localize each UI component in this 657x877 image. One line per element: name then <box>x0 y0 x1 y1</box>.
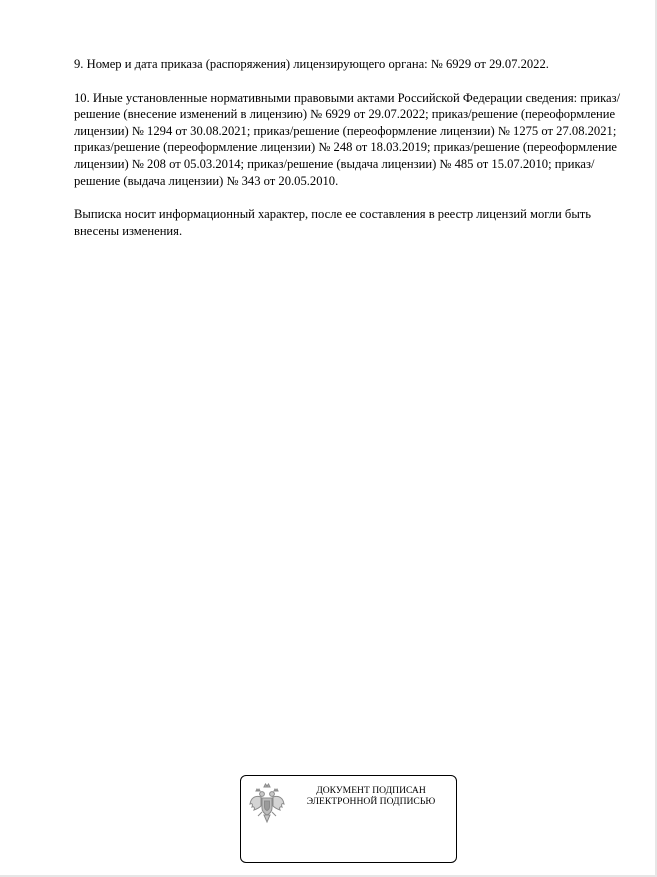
stamp-caption <box>291 785 451 807</box>
document-body <box>74 56 626 256</box>
coat-of-arms-icon <box>249 782 285 826</box>
stamp-line-2: ЭЛЕКТРОННОЙ ПОДПИСЬЮ <box>306 796 436 807</box>
disclaimer-paragraph: Выписка носит информационный характер, после ее составления в реестр лицензий могли быть внесены изменения. <box>74 207 592 238</box>
electronic-signature-stamp <box>240 775 457 863</box>
item-9-paragraph: 9. Номер и дата приказа (распоряжения) лицензирующего органа: № 6929 от 29.07.2022. <box>74 57 549 71</box>
stamp-line-1: ДОКУМЕНТ ПОДПИСАН <box>316 785 426 796</box>
item-10-paragraph: 10. Иные установленные нормативными правовыми актами Российской Федерации сведения: приказ/решение (внесение изменений в лицензию) № 6929 от 29.07.2022; приказ/решение (переоформление лицензии) № 1294 от 30.08.2021; приказ/решение (переоформление лицензии) № 1275 от 27.08.2021; приказ/решение (переоформление лицензии) № 248 от 18.03.2019; приказ/решение (переоформление лицензии) № 208 от 05.03.2014; приказ/решение (выдача лицензии) № 485 от 15.07.2010; приказ/решение (выдача лицензии) № 343 от 20.05.2010. <box>74 90 621 188</box>
